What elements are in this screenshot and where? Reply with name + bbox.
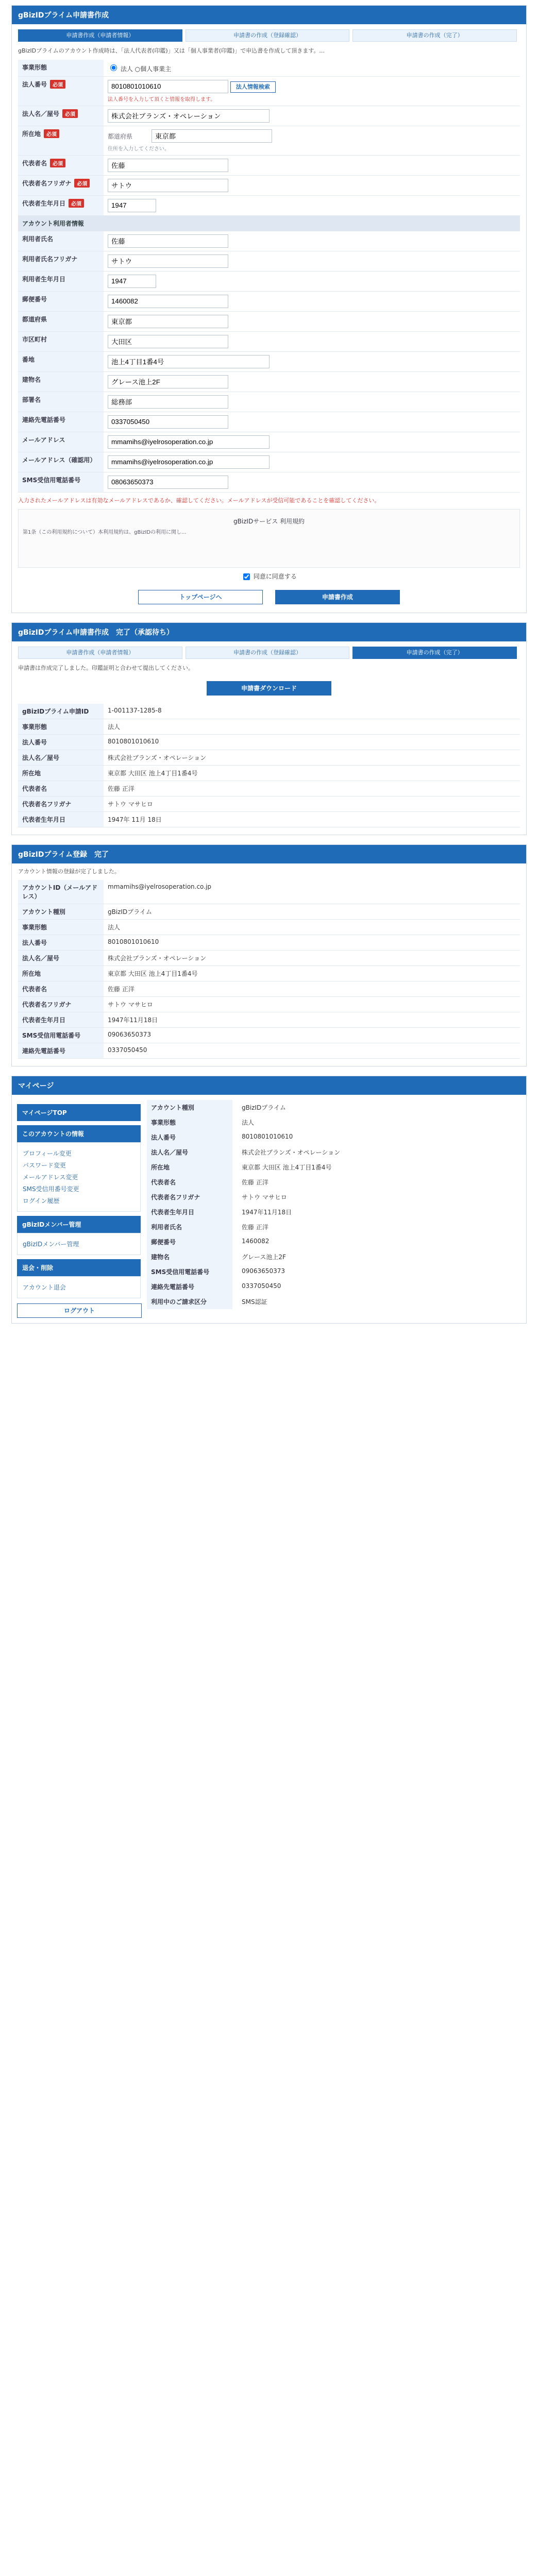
info-row: 利用中のご請求区分 SMS認証 [147,1294,521,1309]
rep-kana-input[interactable] [108,179,228,192]
stepper [18,29,520,42]
rep-birth-year[interactable] [108,199,156,212]
warning-text: 入力されたメールアドレスは有効なメールアドレスであるか、確認してください。メールアドレスが受信可能であることを確認してください。 [18,497,380,504]
label-corp-name: 法人名／屋号 必須 [18,106,104,126]
download-button[interactable]: 申請書ダウンロード [207,681,331,696]
mypage-main [147,1100,521,1309]
sidebar-item-email[interactable]: メールアドレス変更 [23,1174,78,1181]
sidebar-item-withdraw[interactable]: アカウント退会 [23,1284,66,1291]
stepper [18,647,520,659]
step-2: 申請書の作成（登録確認） [186,29,350,42]
label-rep-kana: 代表者名フリガナ 必須 [18,175,104,195]
terms-title: gBizIDサービス 利用規約 [233,518,305,525]
email-input[interactable] [108,435,270,449]
email-confirm-input[interactable] [108,455,270,469]
complete-table: アカウントID（メールアドレス） mmamihs@iyelrosoperation.co.jp アカウント種別 gBizIDプライム 事業形態 法人 法人番号 8010801010610 法人名／屋号 株式会社ブランズ・オペレーション 所在地 東京都 大田区 池上4丁目1番4号 代表者名 佐藤 正洋 代表者名フリガナ サトウ マサヒロ 代表者生年月日 1947年11月18日 SMS受信用電話番号 09063650373 連絡先電話番号 0337050450 [18,880,520,1059]
logout-button[interactable]: ログアウト [17,1303,142,1318]
sidebar-section-delete: 退会・削除 [17,1259,141,1276]
radio-corp[interactable] [110,64,117,71]
account-section-title: アカウント利用者情報 [18,215,520,231]
pref-input[interactable] [152,129,272,143]
sidebar-item-profile[interactable]: プロフィール変更 [23,1150,72,1157]
form-actions [12,590,526,604]
info-row: SMS受信用電話番号 09063650373 [147,1264,521,1279]
business-type-radio[interactable]: 法人 ○個人事業主 [108,65,171,73]
step-3: 申請書の作成（完了） [352,29,517,42]
step-1: 申請書作成（申請者情報） [18,647,182,659]
panel-title: gBizIDプライム登録 完了 [12,845,526,863]
pending-note: 申請書は作成完了しました。印鑑証明と合わせて提出してください。 [18,665,194,671]
complete-note: アカウント情報の登録が完了しました。 [18,868,120,875]
corp-name-input[interactable] [108,109,270,123]
user-name-input[interactable] [108,234,228,248]
sidebar-section-account: このアカウントの情報 [17,1125,141,1142]
info-row: 法人番号 8010801010610 [147,1130,521,1145]
sidebar-section-member: gBizIDメンバー管理 [17,1216,141,1233]
step-2: 申請書の作成（登録確認） [186,647,350,659]
user-kana-input[interactable] [108,255,228,268]
application-form-panel [11,5,527,613]
info-row: 代表者名 佐藤 正洋 [147,1175,521,1190]
pending-table: gBizIDプライム申請ID 1-001137-1285-8 事業形態 法人 法人番号 8010801010610 法人名／屋号 株式会社ブランズ・オペレーション 所在地 東京都 大田区 池上4丁目1番4号 代表者名 佐藤 正洋 代表者名フリガナ サトウ マサヒロ 代表者生年月日 1947年 11月 18日 [18,704,520,827]
info-row: 代表者生年月日 1947年11月18日 [147,1205,521,1219]
label-corp-number: 法人番号 必須 [18,76,104,106]
info-row: 利用者氏名 佐藤 正洋 [147,1219,521,1234]
info-row: 建物名 グレース池上2F [147,1249,521,1264]
terms-box[interactable] [18,509,520,568]
sidebar-item-sms[interactable]: SMS受信用番号変更 [23,1185,79,1193]
street-input[interactable] [108,355,270,368]
panel-title: gBizIDプライム申請書作成 完了（承認待ち） [12,623,526,641]
mypage-panel [11,1076,527,1324]
rep-name-input[interactable] [108,159,228,172]
complete-panel [11,844,527,1067]
terms-body: 第1条（この利用規約について）本利用規約は、gBizIDの利用に関し... [23,530,187,535]
panel-title: gBizIDプライム申請書作成 [12,6,526,24]
info-row: 法人名／屋号 株式会社ブランズ・オペレーション [147,1145,521,1160]
sidebar-top[interactable]: マイページTOP [17,1104,141,1121]
sidebar-item-password[interactable]: パスワード変更 [23,1162,66,1169]
label-rep-name: 代表者名 必須 [18,155,104,175]
corp-search-button[interactable]: 法人情報検索 [230,81,276,93]
city-input[interactable] [108,335,228,348]
applicant-table: 事業形態 法人 ○個人事業主 法人番号 必須 8010801010610 法人情報検索 法人番号を入力して頂くと情報を取得します。 法人名／屋号 必須 株式会社ブランズ・オペレーション 所在地 必須 都道府県東京都 住所を入力してください。 代表者名 必須 佐藤 代表者名フリガナ 必須 サトウ 代表者生年月日 必須 1947 アカウント利用者情報 利用者氏名 佐藤 利用者氏名フリガナ サトウ 利用者生年月日 1947 郵便番号 1460082 都道府県 東京都 市区町村 大田区 番地 池上4丁目1番4号 建物名 グレース池上2F 部署名 総務部 連絡先電話番号 0337050450 メールアドレス mmamihs@iyelrosoperation.co.jp メールアドレス（確認用） mmamihs@iyelrosoperation.co.jp SMS受信用電話番号 08063650373 [18,60,520,493]
label-address: 所在地 必須 [18,126,104,155]
step-1: 申請書作成（申請者情報） [18,29,182,42]
info-row: 事業形態 法人 [147,1115,521,1130]
label-business-type: 事業形態 [18,60,104,77]
sidebar-item-member[interactable]: gBizIDメンバー管理 [23,1241,79,1248]
pref2-input[interactable] [108,315,228,328]
info-row: 代表者名フリガナ サトウ マサヒロ [147,1190,521,1205]
agree-check[interactable]: 同意に同意する [16,572,522,582]
info-row: 郵便番号 1460082 [147,1234,521,1249]
info-row: 連絡先電話番号 0337050450 [147,1279,521,1294]
zip-input[interactable] [108,295,228,308]
info-row: アカウント種別 gBizIDプライム [147,1100,521,1115]
phone-input[interactable] [108,415,228,429]
panel-title: マイページ [12,1076,526,1095]
top-page-button[interactable]: トップページへ [138,590,263,604]
building-input[interactable] [108,375,228,388]
department-input[interactable] [108,395,228,409]
sidebar [17,1100,141,1318]
corp-number-input[interactable] [108,80,228,93]
submit-button[interactable]: 申請書作成 [275,590,400,604]
label-rep-birth: 代表者生年月日 必須 [18,195,104,215]
agree-checkbox[interactable] [243,573,250,580]
intro-text: gBizIDプライムのアカウント作成時は、「法人代表者(印鑑)」又は「個人事業者(印鑑)」で申込書を作成して頂きます。... [18,47,325,54]
corp-number-error: 法人番号を入力して頂くと情報を取得します。 [108,96,216,103]
step-3: 申請書の作成（完了） [352,647,517,659]
sms-input[interactable] [108,476,228,489]
pending-panel [11,622,527,835]
sidebar-item-login-history[interactable]: ログイン履歴 [23,1197,60,1205]
user-birth-year[interactable] [108,275,156,288]
info-row: 所在地 東京都 大田区 池上4丁目1番4号 [147,1160,521,1175]
